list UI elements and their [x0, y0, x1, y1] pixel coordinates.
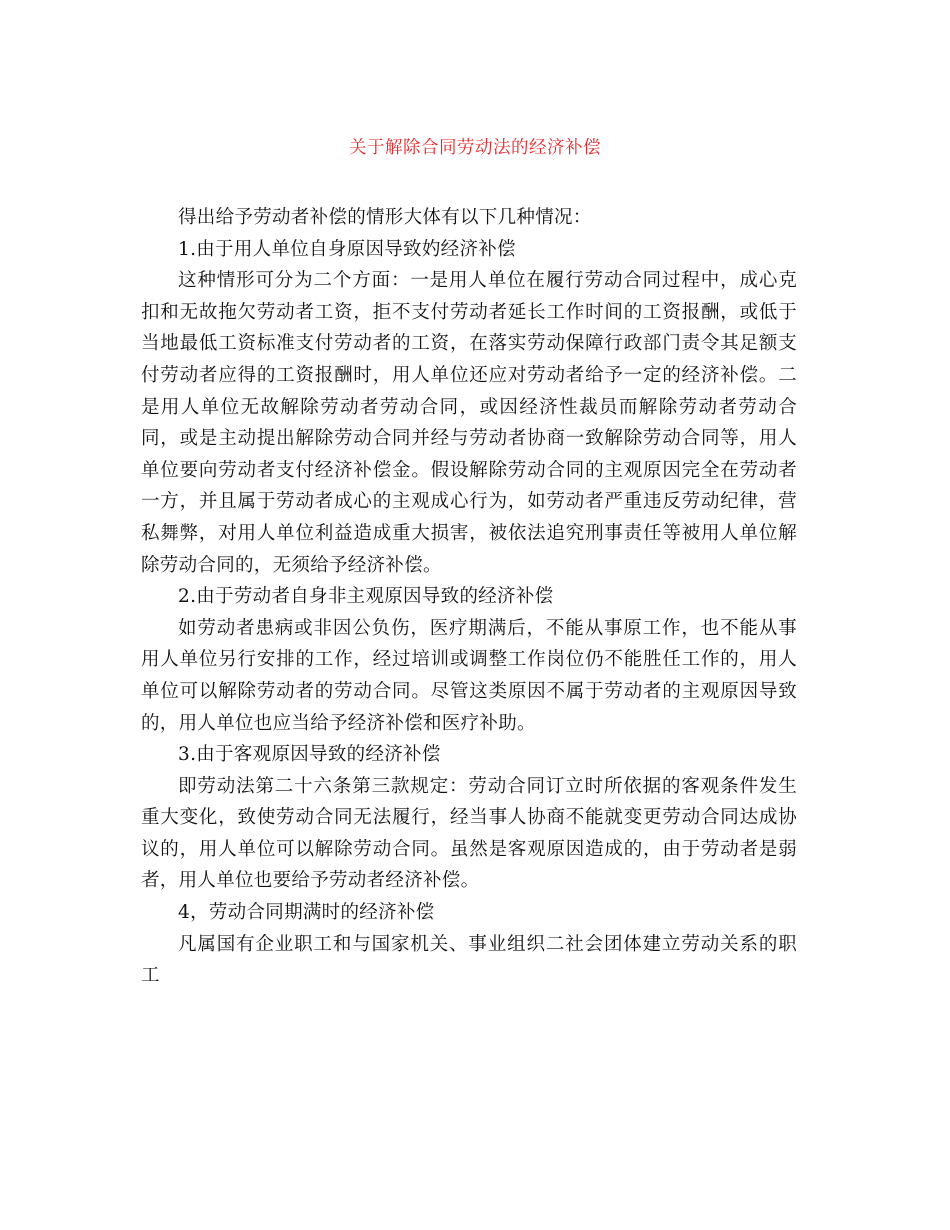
section-4-paragraph: 凡属国有企业职工和与国家机关、事业组织二社会团体建立劳动关系的职工	[141, 933, 797, 987]
intro-paragraph: 得出给予劳动者补偿的情形大体有以下几种情况：	[178, 207, 592, 228]
section-heading-3: 3.由于客观原因导致的经济补偿	[178, 744, 441, 766]
section-heading-4: 4，劳动合同期满时的经济补偿	[178, 902, 435, 924]
section-heading-1: 1.由于用人单位自身原因导致妁经济补偿	[178, 238, 516, 260]
section-3-paragraph: 即劳动法第二十六条第三款规定：劳动合同订立时所依据的客观条件发生重大变化，致使劳动合同无法履行，经当事人协商不能就变更劳动合同达成协议的，用人单位可以解除劳动合同。虽然是客观原因造成的，由于劳动者是弱者，用人单位也要给予劳动者经济补偿。	[141, 775, 797, 892]
section-heading-2: 2.由于劳动者自身非主观原因导致的经济补偿	[178, 586, 554, 608]
section-1-paragraph: 这种情形可分为二个方面：一是用人单位在履行劳动合同过程中，成心克扣和无故拖欠劳动者工资，拒不支付劳动者延长工作时间的工资报酬，或低于当地最低工资标准支付劳动者的工资，在落实劳动保障行政部门责令其足额支付劳动者应得的工资报酬时，用人单位还应对劳动者给予一定的经济补偿。二是用人单位无故解除劳动者劳动合同，或因经济性裁员而解除劳动者劳动合同，或是主动提出解除劳动合同并经与劳动者协商一致解除劳动合同等，用人单位要向劳动者支付经济补偿金。假设解除劳动合同的主观原因完全在劳动者一方，并且属于劳动者成心的主观成心行为，如劳动者严重违反劳动纪律，营私舞弊，对用人单位利益造成重大损害，被依法追究刑事责任等被用人单位解除劳动合同的，无须给予经济补偿。	[141, 270, 797, 576]
document-body	[141, 200, 797, 992]
section-2-paragraph: 如劳动者患病或非因公负伤，医疗期满后，不能从事原工作，也不能从事用人单位另行安排的工作，经过培训或调整工作岗位仍不能胜任工作的，用人单位可以解除劳动者的劳动合同。尽管这类原因不属于劳动者的主观原因导致的，用人单位也应当给予经济补偿和医疗补助。	[141, 617, 797, 734]
document-title: 关于解除合同劳动法的经济补偿	[349, 138, 601, 158]
